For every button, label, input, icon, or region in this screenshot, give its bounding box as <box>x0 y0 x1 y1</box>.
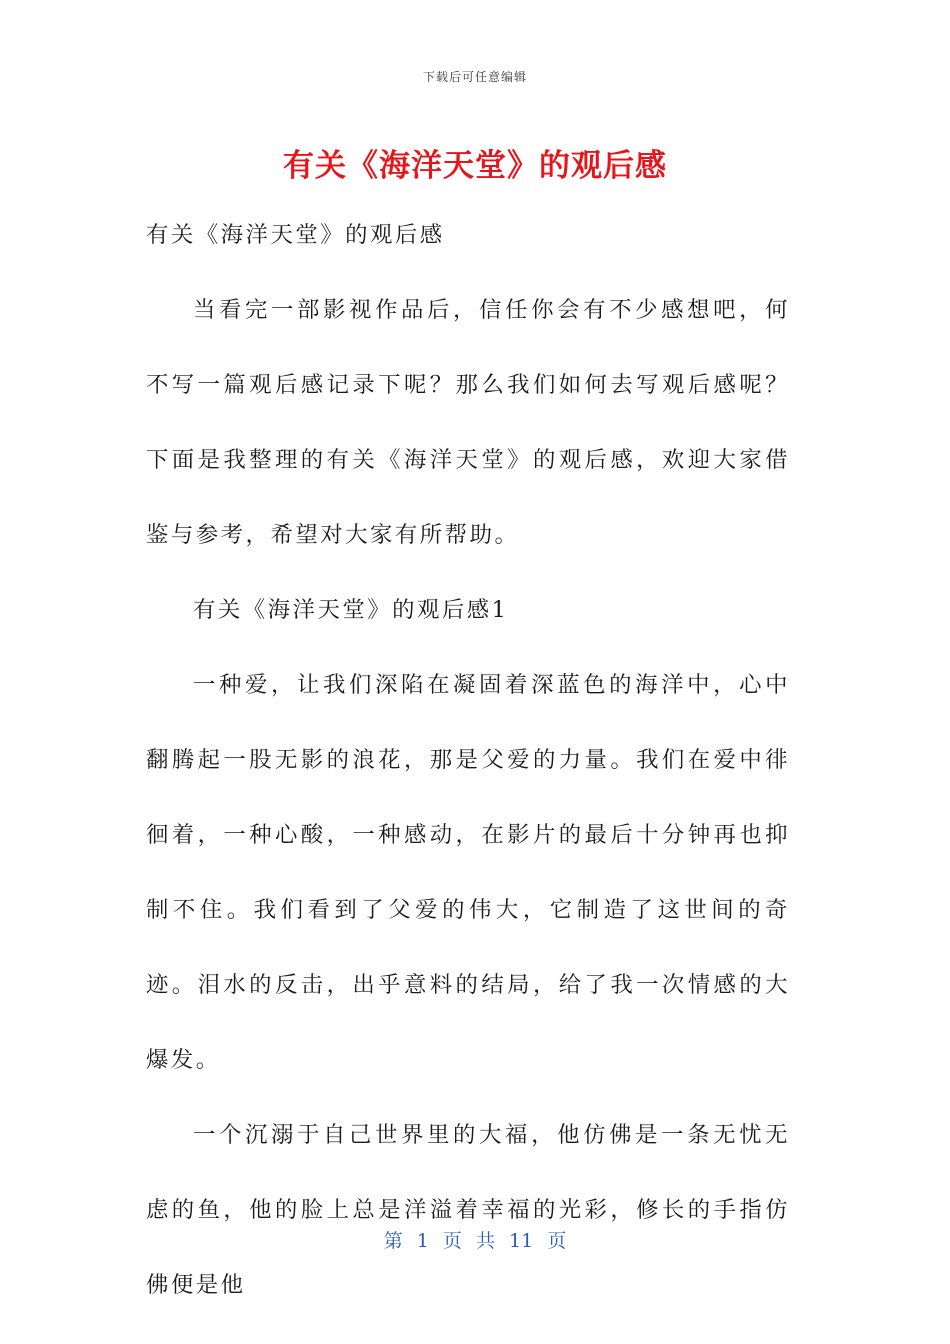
page-number: 第 1 页 共 11 页 <box>383 1230 567 1252</box>
paragraph: 一个沉溺于自己世界里的大福，他仿佛是一条无忧无虑的鱼，他的脸上总是洋溢着幸福的光彩，修长的手指仿佛便是他 <box>146 1122 790 1298</box>
header-note: 下载后可任意编辑 <box>422 70 527 84</box>
paragraph-subtitle: 有关《海洋天堂》的观后感 <box>146 222 445 248</box>
document-body <box>146 198 790 1323</box>
section-heading: 有关《海洋天堂》的观后感1 <box>193 597 509 623</box>
paragraph: 一种爱，让我们深陷在凝固着深蓝色的海洋中，心中翻腾起一股无影的浪花，那是父爱的力量。我们在爱中徘徊着，一种心酸，一种感动，在影片的最后十分钟再也抑制不住。我们看到了父爱的伟大，它制造了这世间的奇迹。泪水的反击，出乎意料的结局，给了我一次情感的大爆发。 <box>146 672 790 1073</box>
paragraph-intro: 当看完一部影视作品后，信任你会有不少感想吧，何不写一篇观后感记录下呢？那么我们如何去写观后感呢？下面是我整理的有关《海洋天堂》的观后感，欢迎大家借鉴与参考，希望对大家有所帮助。 <box>146 297 790 548</box>
document-title: 有关《海洋天堂》的观后感 <box>283 148 667 184</box>
